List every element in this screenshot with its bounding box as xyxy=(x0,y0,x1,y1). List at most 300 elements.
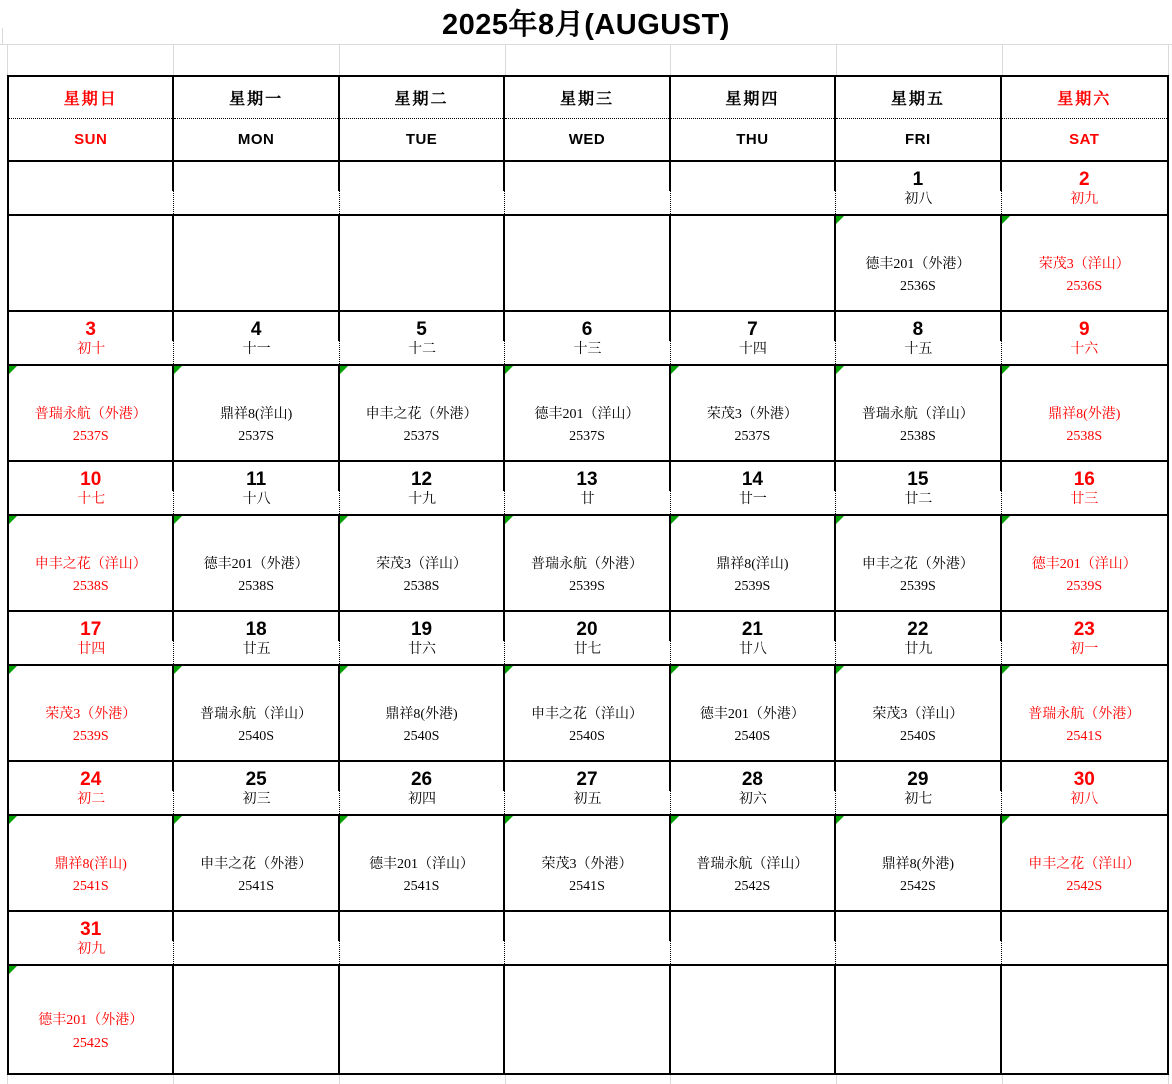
voyage-number: 2541S xyxy=(569,879,605,894)
lunar-date: 十六 xyxy=(1070,341,1099,357)
ship-name: 普瑞永航（外港） xyxy=(530,556,643,572)
date-cell[interactable] xyxy=(174,462,339,514)
lunar-date: 十八 xyxy=(174,491,339,514)
lunar-date: 廿九 xyxy=(836,641,1001,664)
date-number: 17 xyxy=(9,612,174,641)
date-cell[interactable] xyxy=(9,762,174,814)
ship-name: 申丰之花（外港） xyxy=(365,406,478,422)
voyage-number: 2538S xyxy=(238,579,275,594)
ship-row xyxy=(9,966,1167,1073)
calendar-title: 2025年8月(AUGUST) xyxy=(442,8,730,41)
note-marker-icon xyxy=(836,666,844,674)
voyage-number: 2538S xyxy=(72,579,109,594)
voyage-number: 2537S xyxy=(72,429,109,444)
ship-name: 申丰之花（外港） xyxy=(200,856,313,872)
note-marker-icon xyxy=(174,366,182,374)
date-cell[interactable] xyxy=(340,312,505,364)
date-number: 10 xyxy=(9,462,174,491)
ship-cell[interactable] xyxy=(174,366,339,460)
ship-cell[interactable] xyxy=(340,966,505,1073)
date-number xyxy=(9,162,174,191)
date-cell[interactable] xyxy=(505,912,670,964)
voyage-number: 2539S xyxy=(569,579,605,594)
weekday-header-cell[interactable] xyxy=(9,77,174,160)
date-number xyxy=(671,162,836,191)
calendar-table xyxy=(7,75,1169,1075)
ship-cell[interactable] xyxy=(9,216,174,310)
weekday-header-cell[interactable] xyxy=(836,77,1001,160)
date-number: 21 xyxy=(671,612,836,641)
ship-name: 普瑞永航（洋山） xyxy=(200,706,313,722)
voyage-number: 2538S xyxy=(403,579,440,594)
date-number: 16 xyxy=(1073,468,1095,490)
date-row xyxy=(9,612,1167,666)
lunar-date: 初一 xyxy=(1070,641,1099,657)
weekday-cn-label: 星期一 xyxy=(174,77,337,119)
ship-cell[interactable] xyxy=(836,366,1001,460)
ship-cell[interactable] xyxy=(671,366,836,460)
ship-cell[interactable] xyxy=(1002,816,1167,910)
ship-name: 荣茂3（外港） xyxy=(541,856,633,872)
ship-name: 德丰201（洋山） xyxy=(369,856,475,872)
voyage-number: 2539S xyxy=(72,729,109,744)
ship-cell[interactable] xyxy=(836,816,1001,910)
date-cell[interactable] xyxy=(505,762,670,814)
lunar-date xyxy=(174,191,339,214)
date-cell[interactable] xyxy=(174,912,339,964)
note-marker-icon xyxy=(1002,366,1010,374)
ship-name: 荣茂3（外港） xyxy=(706,406,798,422)
ship-cell[interactable] xyxy=(9,666,174,760)
date-cell[interactable] xyxy=(9,612,174,664)
weekday-en-label: TUE xyxy=(405,131,438,148)
date-number: 25 xyxy=(174,762,339,791)
voyage-number: 2538S xyxy=(899,429,936,444)
ship-cell[interactable] xyxy=(836,966,1001,1073)
note-marker-icon xyxy=(340,816,348,824)
voyage-number: 2537S xyxy=(569,429,605,444)
lunar-date: 廿五 xyxy=(174,641,339,664)
date-row xyxy=(9,162,1167,216)
date-number xyxy=(340,162,505,191)
date-cell[interactable] xyxy=(505,462,670,514)
ship-cell[interactable] xyxy=(1002,966,1167,1073)
voyage-number: 2542S xyxy=(899,879,936,894)
weekday-header-cell[interactable] xyxy=(671,77,836,160)
date-number: 12 xyxy=(340,462,505,491)
date-cell[interactable] xyxy=(9,912,174,964)
ship-name: 荣茂3（外港） xyxy=(45,706,137,722)
ship-cell[interactable] xyxy=(505,216,670,310)
ship-cell[interactable] xyxy=(340,816,505,910)
date-number: 24 xyxy=(9,762,174,791)
gridline-row-bottom xyxy=(7,1075,1169,1084)
title-row xyxy=(0,0,1172,45)
note-marker-icon xyxy=(1002,216,1010,224)
date-cell[interactable] xyxy=(9,162,174,214)
note-marker-icon xyxy=(340,666,348,674)
date-cell[interactable] xyxy=(836,462,1001,514)
date-number: 28 xyxy=(671,762,836,791)
note-marker-icon xyxy=(174,516,182,524)
note-marker-icon xyxy=(671,816,679,824)
lunar-date: 十五 xyxy=(836,341,1001,364)
lunar-date: 廿一 xyxy=(671,491,836,514)
date-number xyxy=(1002,912,1167,941)
voyage-number: 2542S xyxy=(72,1035,109,1051)
date-cell[interactable] xyxy=(505,312,670,364)
lunar-date xyxy=(174,941,339,964)
note-marker-icon xyxy=(505,816,513,824)
date-number xyxy=(174,912,339,941)
lunar-date xyxy=(671,191,836,214)
date-cell[interactable] xyxy=(174,312,339,364)
ship-cell[interactable] xyxy=(174,216,339,310)
ship-cell[interactable] xyxy=(505,666,670,760)
ship-name: 荣茂3（洋山） xyxy=(1038,256,1130,272)
ship-row xyxy=(9,516,1167,612)
ship-cell[interactable] xyxy=(505,966,670,1073)
ship-cell[interactable] xyxy=(340,366,505,460)
date-row xyxy=(9,312,1167,366)
ship-name: 德丰201（外港） xyxy=(38,1013,144,1029)
date-row xyxy=(9,762,1167,816)
voyage-number: 2538S xyxy=(1066,429,1103,444)
ship-cell[interactable] xyxy=(836,516,1001,610)
note-marker-icon xyxy=(9,966,17,974)
date-cell[interactable] xyxy=(1002,762,1167,814)
date-number: 6 xyxy=(505,312,670,341)
weekday-en-label: SUN xyxy=(74,131,108,148)
note-marker-icon xyxy=(174,816,182,824)
note-marker-icon xyxy=(836,516,844,524)
date-cell[interactable] xyxy=(174,762,339,814)
lunar-date xyxy=(836,941,1001,964)
ship-cell[interactable] xyxy=(340,216,505,310)
ship-cell[interactable] xyxy=(174,816,339,910)
ship-name: 申丰之花（洋山） xyxy=(1028,856,1141,872)
ship-name: 鼎祥8(洋山) xyxy=(716,556,789,572)
lunar-date: 初二 xyxy=(9,791,174,814)
lunar-date: 初十 xyxy=(9,341,174,364)
lunar-date: 初七 xyxy=(836,791,1001,814)
ship-name: 鼎祥8(洋山) xyxy=(219,406,293,422)
date-number: 1 xyxy=(836,162,1001,191)
ship-name: 德丰201（外港） xyxy=(865,256,971,272)
date-cell[interactable] xyxy=(340,162,505,214)
voyage-number: 2537S xyxy=(238,429,275,444)
ship-row xyxy=(9,666,1167,762)
ship-cell[interactable] xyxy=(671,516,836,610)
ship-name: 鼎祥8(外港) xyxy=(881,856,955,872)
ship-cell[interactable] xyxy=(505,366,670,460)
note-marker-icon xyxy=(9,516,17,524)
lunar-date: 十三 xyxy=(505,341,670,364)
ship-cell[interactable] xyxy=(174,666,339,760)
voyage-number: 2541S xyxy=(403,879,440,894)
voyage-number: 2542S xyxy=(1066,879,1103,894)
date-cell[interactable] xyxy=(671,762,836,814)
ship-name: 申丰之花（洋山） xyxy=(530,706,643,722)
date-cell[interactable] xyxy=(836,762,1001,814)
voyage-number: 2536S xyxy=(899,279,936,294)
ship-name: 申丰之花（洋山） xyxy=(34,556,147,572)
lunar-date xyxy=(340,191,505,214)
date-number: 18 xyxy=(174,612,339,641)
date-cell[interactable] xyxy=(340,762,505,814)
lunar-date: 初八 xyxy=(836,191,1001,214)
ship-name: 普瑞永航（洋山） xyxy=(861,406,974,422)
ship-name: 鼎祥8(外港) xyxy=(1048,406,1121,422)
note-marker-icon xyxy=(671,666,679,674)
note-marker-icon xyxy=(505,666,513,674)
ship-cell[interactable] xyxy=(9,966,174,1073)
date-cell[interactable] xyxy=(9,462,174,514)
lunar-date: 廿七 xyxy=(505,641,670,664)
date-number: 4 xyxy=(174,312,339,341)
ship-name: 德丰201（外港） xyxy=(699,706,805,722)
date-number xyxy=(671,912,836,941)
date-number: 2 xyxy=(1078,168,1090,190)
lunar-date xyxy=(9,191,174,214)
ship-cell[interactable] xyxy=(505,816,670,910)
ship-cell[interactable] xyxy=(1002,666,1167,760)
note-marker-icon xyxy=(340,366,348,374)
date-cell[interactable] xyxy=(174,612,339,664)
ship-name: 德丰201（外港） xyxy=(203,556,309,572)
ship-row xyxy=(9,816,1167,912)
date-number: 11 xyxy=(174,462,339,491)
date-number: 8 xyxy=(836,312,1001,341)
date-number xyxy=(505,162,670,191)
date-cell[interactable] xyxy=(836,912,1001,964)
date-cell[interactable] xyxy=(174,162,339,214)
ship-cell[interactable] xyxy=(671,666,836,760)
note-marker-icon xyxy=(1002,816,1010,824)
calendar-weeks xyxy=(9,162,1167,1073)
ship-cell[interactable] xyxy=(836,216,1001,310)
date-cell[interactable] xyxy=(671,912,836,964)
date-number xyxy=(836,912,1001,941)
ship-name: 申丰之花（外港） xyxy=(861,556,974,572)
lunar-date: 廿 xyxy=(505,491,670,514)
voyage-number: 2541S xyxy=(238,879,275,894)
date-number: 31 xyxy=(9,912,174,941)
ship-cell[interactable] xyxy=(1002,516,1167,610)
date-number xyxy=(340,912,505,941)
ship-name: 荣茂3（洋山） xyxy=(376,556,468,572)
voyage-number: 2541S xyxy=(1066,729,1103,744)
date-number: 23 xyxy=(1073,618,1095,640)
note-marker-icon xyxy=(505,366,513,374)
voyage-number: 2540S xyxy=(734,729,771,744)
weekday-en-label: WED xyxy=(568,131,606,148)
date-number: 22 xyxy=(836,612,1001,641)
ship-name: 鼎祥8(外港) xyxy=(385,706,458,722)
ship-name: 普瑞永航（外港） xyxy=(34,406,147,422)
lunar-date: 廿二 xyxy=(836,491,1001,514)
date-cell[interactable] xyxy=(836,612,1001,664)
note-marker-icon xyxy=(671,366,679,374)
lunar-date: 十四 xyxy=(671,341,836,364)
voyage-number: 2541S xyxy=(72,879,109,894)
lunar-date: 廿六 xyxy=(340,641,505,664)
date-cell[interactable] xyxy=(836,162,1001,214)
lunar-date xyxy=(505,191,670,214)
date-number: 27 xyxy=(505,762,670,791)
weekday-en-label: MON xyxy=(237,131,275,148)
note-marker-icon xyxy=(836,366,844,374)
date-row xyxy=(9,462,1167,516)
lunar-date: 廿四 xyxy=(9,641,174,664)
date-cell[interactable] xyxy=(671,162,836,214)
date-cell[interactable] xyxy=(1002,912,1167,964)
date-number: 13 xyxy=(505,462,670,491)
lunar-date: 初三 xyxy=(174,791,339,814)
ship-name: 德丰201（洋山） xyxy=(1031,556,1137,572)
date-cell[interactable] xyxy=(9,312,174,364)
weekday-cn-label: 星期三 xyxy=(505,77,668,119)
gridline-row-top xyxy=(7,45,1169,75)
ship-cell[interactable] xyxy=(1002,216,1167,310)
weekday-cn-label: 星期六 xyxy=(1002,77,1167,119)
note-marker-icon xyxy=(174,666,182,674)
note-marker-icon xyxy=(9,666,17,674)
weekday-header-cell[interactable] xyxy=(340,77,505,160)
lunar-date: 初五 xyxy=(505,791,670,814)
date-cell[interactable] xyxy=(671,312,836,364)
date-cell[interactable] xyxy=(1002,312,1167,364)
date-number: 26 xyxy=(340,762,505,791)
note-marker-icon xyxy=(836,216,844,224)
ship-name: 德丰201（洋山） xyxy=(534,406,640,422)
lunar-date: 初六 xyxy=(671,791,836,814)
date-number: 7 xyxy=(671,312,836,341)
date-cell[interactable] xyxy=(340,462,505,514)
date-number: 20 xyxy=(505,612,670,641)
date-cell[interactable] xyxy=(1002,612,1167,664)
note-marker-icon xyxy=(1002,516,1010,524)
weekday-cn-label: 星期五 xyxy=(836,77,999,119)
lunar-date: 十二 xyxy=(340,341,505,364)
date-cell[interactable] xyxy=(1002,462,1167,514)
date-number: 3 xyxy=(9,312,174,341)
lunar-date: 十七 xyxy=(9,491,174,514)
lunar-date: 十一 xyxy=(174,341,339,364)
lunar-date: 廿三 xyxy=(1070,491,1099,507)
voyage-number: 2540S xyxy=(569,729,605,744)
weekday-cn-label: 星期四 xyxy=(671,77,834,119)
voyage-number: 2539S xyxy=(899,579,936,594)
date-number: 14 xyxy=(671,462,836,491)
date-cell[interactable] xyxy=(340,612,505,664)
ship-name: 鼎祥8(洋山) xyxy=(54,856,127,872)
ship-cell[interactable] xyxy=(1002,366,1167,460)
voyage-number: 2539S xyxy=(1066,579,1103,594)
date-number: 30 xyxy=(1073,768,1095,790)
voyage-number: 2539S xyxy=(734,579,771,594)
ship-name: 普瑞永航（外港） xyxy=(1028,706,1141,722)
note-marker-icon xyxy=(9,366,17,374)
note-marker-icon xyxy=(9,816,17,824)
ship-cell[interactable] xyxy=(505,516,670,610)
date-cell[interactable] xyxy=(671,462,836,514)
ship-cell[interactable] xyxy=(671,816,836,910)
weekday-header-cell[interactable] xyxy=(1002,77,1167,160)
date-number: 29 xyxy=(836,762,1001,791)
weekday-header-cell[interactable] xyxy=(174,77,339,160)
date-cell[interactable] xyxy=(505,162,670,214)
note-marker-icon xyxy=(1002,666,1010,674)
ship-cell[interactable] xyxy=(9,816,174,910)
voyage-number: 2540S xyxy=(403,729,440,744)
lunar-date: 十九 xyxy=(340,491,505,514)
ship-cell[interactable] xyxy=(9,366,174,460)
lunar-date: 初四 xyxy=(340,791,505,814)
voyage-number: 2536S xyxy=(1066,279,1103,294)
date-number: 19 xyxy=(340,612,505,641)
date-cell[interactable] xyxy=(836,312,1001,364)
weekday-en-label: THU xyxy=(736,131,769,148)
weekday-en-label: SAT xyxy=(1069,131,1100,148)
lunar-date: 初九 xyxy=(1070,191,1099,207)
ship-cell[interactable] xyxy=(9,516,174,610)
ship-cell[interactable] xyxy=(340,516,505,610)
note-marker-icon xyxy=(671,516,679,524)
weekday-header-row xyxy=(9,77,1167,162)
ship-row xyxy=(9,366,1167,462)
date-number: 5 xyxy=(340,312,505,341)
lunar-date xyxy=(1002,941,1167,964)
lunar-date: 初九 xyxy=(9,941,174,964)
date-row xyxy=(9,912,1167,966)
ship-name: 普瑞永航（洋山） xyxy=(696,856,809,872)
date-cell[interactable] xyxy=(340,912,505,964)
note-marker-icon xyxy=(340,516,348,524)
weekday-cn-label: 星期日 xyxy=(9,77,172,119)
ship-name: 荣茂3（洋山） xyxy=(872,706,964,722)
lunar-date xyxy=(505,941,670,964)
lunar-date xyxy=(671,941,836,964)
voyage-number: 2537S xyxy=(403,429,440,444)
weekday-en-label: FRI xyxy=(905,131,931,148)
ship-cell[interactable] xyxy=(174,966,339,1073)
weekday-cn-label: 星期二 xyxy=(340,77,503,119)
note-marker-icon xyxy=(836,816,844,824)
voyage-number: 2540S xyxy=(238,729,275,744)
weekday-header-cell[interactable] xyxy=(505,77,670,160)
lunar-date xyxy=(340,941,505,964)
lunar-date: 初八 xyxy=(1070,791,1099,807)
ship-row xyxy=(9,216,1167,312)
date-number xyxy=(505,912,670,941)
voyage-number: 2540S xyxy=(899,729,936,744)
date-cell[interactable] xyxy=(505,612,670,664)
date-number xyxy=(174,162,339,191)
ship-cell[interactable] xyxy=(671,216,836,310)
date-cell[interactable] xyxy=(671,612,836,664)
ship-cell[interactable] xyxy=(174,516,339,610)
date-cell[interactable] xyxy=(1002,162,1167,214)
date-number: 15 xyxy=(836,462,1001,491)
voyage-number: 2537S xyxy=(734,429,771,444)
ship-cell[interactable] xyxy=(671,966,836,1073)
ship-cell[interactable] xyxy=(340,666,505,760)
note-marker-icon xyxy=(505,516,513,524)
lunar-date: 廿八 xyxy=(671,641,836,664)
ship-cell[interactable] xyxy=(836,666,1001,760)
voyage-number: 2542S xyxy=(734,879,771,894)
